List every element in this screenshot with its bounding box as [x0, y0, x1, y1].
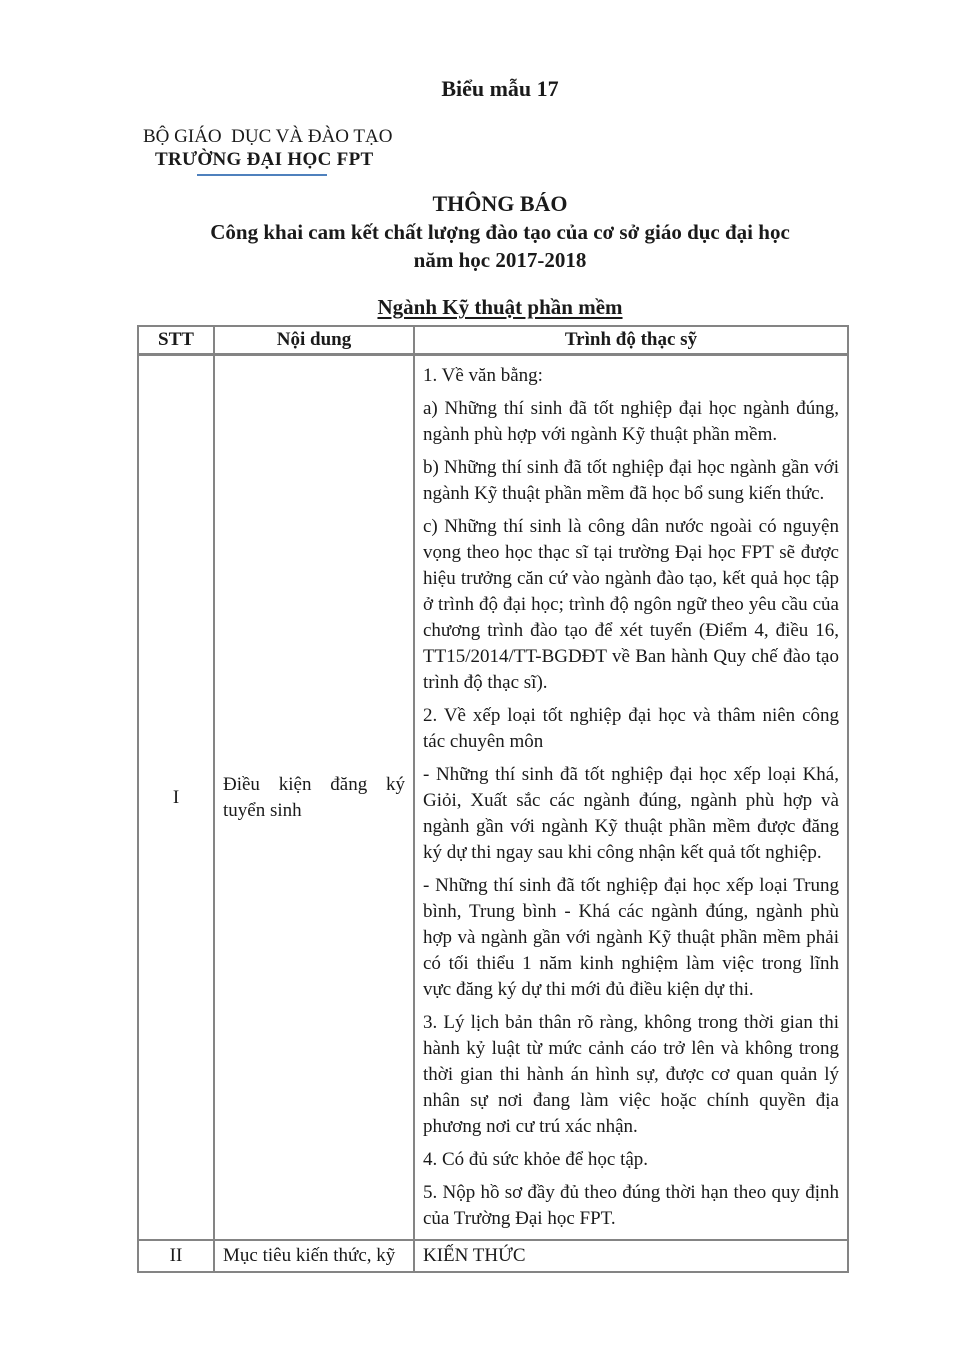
column-header-noi-dung: Nội dung — [214, 326, 414, 355]
paragraph: - Những thí sinh đã tốt nghiệp đại học xếp loại Khá, Giỏi, Xuất sắc các ngành đúng, ngành phù hợp và ngành gần với ngành Kỹ thuật phần mềm được đăng ký dự thi ngay sau khi công nhận kết quả tốt nghiệp. — [423, 764, 839, 863]
form-number-label: Biểu mẫu 17 — [441, 76, 559, 101]
paragraph: - Những thí sinh đã tốt nghiệp đại học xếp loại Trung bình, Trung bình - Khá các ngành đúng, ngành phù hợp và ngành gần với ngành Kỹ thuật phần mềm phải có tối thiểu 1 năm kinh nghiệm làm việc trong lĩnh vực đăng ký dự thi mới đủ điều kiện dự thi. — [423, 875, 839, 1000]
row-2-index: II — [138, 1240, 214, 1272]
column-header-trinh-do: Trình độ thạc sỹ — [414, 326, 848, 355]
row-2-content: KIẾN THỨC — [414, 1240, 848, 1272]
commitment-table — [137, 325, 849, 1273]
table-row-1 — [138, 355, 848, 1241]
paragraph: 5. Nộp hồ sơ đầy đủ theo đúng thời hạn theo quy định của Trường Đại học FPT. — [423, 1182, 839, 1229]
paragraph: 4. Có đủ sức khỏe để học tập. — [423, 1149, 649, 1170]
university-underline-rule — [197, 174, 327, 176]
row-2-topic: Mục tiêu kiến thức, kỹ — [214, 1240, 414, 1272]
paragraph: 2. Về xếp loại tốt nghiệp đại học và thâm niên công tác chuyên môn — [423, 705, 839, 752]
row-1-content — [414, 355, 848, 1241]
row-1-topic: Điều kiện đăng ký tuyển sinh — [214, 355, 414, 1241]
university-name: TRƯỜNG ĐẠI HỌC FPT — [155, 149, 374, 170]
ministry-name: BỘ GIÁO DỤC VÀ ĐÀO TẠO — [143, 126, 393, 147]
paragraph: c) Những thí sinh là công dân nước ngoài có nguyện vọng theo học thạc sĩ tại trường Đại học FPT sẽ được hiệu trưởng căn cứ vào ngành đào tạo, kết quả học tập ở trình độ đại học; trình độ ngôn ngữ theo yêu cầu của chương trình đào tạo để xét tuyển (Điểm 4, điều 16, TT15/2014/TT-BGDĐT về Ban hành Quy chế đào tạo trình độ thạc sĩ). — [423, 516, 839, 693]
notice-subtitle: Công khai cam kết chất lượng đào tạo của cơ sở giáo dục đại học — [210, 220, 790, 244]
paragraph: 1. Về văn bằng: — [423, 365, 543, 386]
notice-academic-year: năm học 2017-2018 — [413, 248, 587, 272]
column-header-stt: STT — [138, 326, 214, 355]
paragraph: 3. Lý lịch bản thân rõ ràng, không trong thời gian thi hành kỷ luật từ mức cảnh cáo trở lên và không trong thời gian thi hành án hình sự, được cơ quan quản lý nhân sự nơi đang làm việc hoặc chính quyền địa phương nơi cư trú xác nhận. — [423, 1012, 839, 1137]
row-1-index: I — [138, 355, 214, 1241]
notice-title: THÔNG BÁO — [432, 191, 568, 216]
table-row-2 — [138, 1240, 848, 1272]
paragraph: b) Những thí sinh đã tốt nghiệp đại học ngành gần với ngành Kỹ thuật phần mềm đã học bổ sung kiến thức. — [423, 457, 839, 504]
major-title: Ngành Kỹ thuật phần mềm — [377, 295, 623, 319]
table-header-row — [138, 326, 848, 355]
paragraph: a) Những thí sinh đã tốt nghiệp đại học ngành đúng, ngành phù hợp với ngành Kỹ thuật phần mềm. — [423, 398, 839, 445]
